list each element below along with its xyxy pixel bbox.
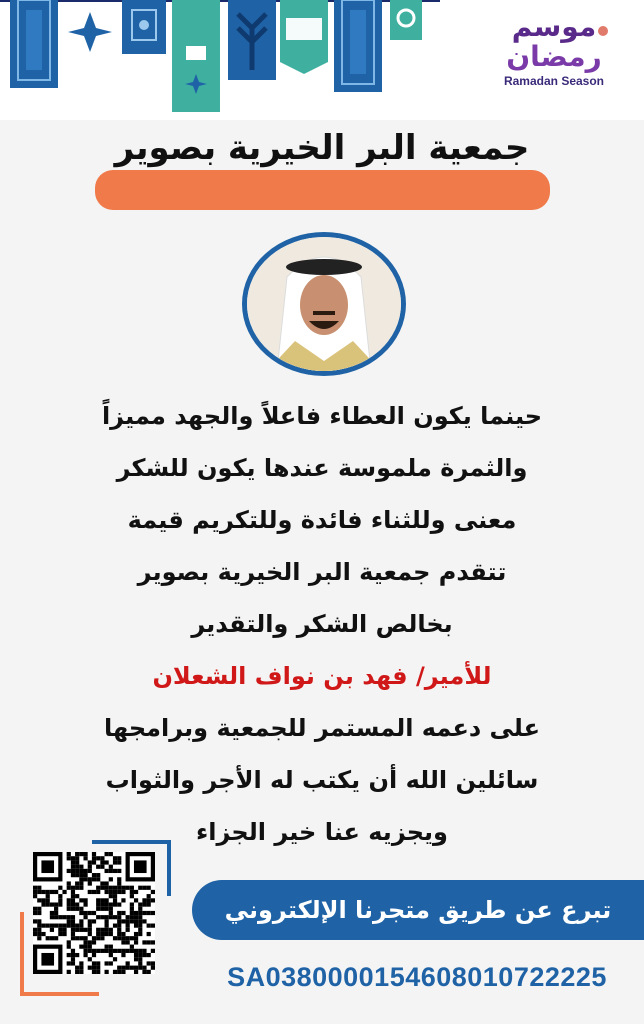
message-line: معنى وللثناء فائدة وللتكريم قيمة (127, 506, 517, 534)
iban-number: SA0380000154608010722225 (227, 962, 607, 992)
message-line: حينما يكون العطاء فاعلاً والجهد مميزاً (101, 402, 543, 430)
message-line: على دعمه المستمر للجمعية وبرامجها (103, 714, 540, 742)
ramadan-season-logo (494, 12, 614, 104)
message-body (60, 390, 584, 858)
qr-code-icon (33, 852, 155, 974)
message-line: بخالص الشكر والتقدير (191, 610, 453, 638)
ramadan-lanterns-decoration (0, 0, 440, 120)
title-underline-bar (95, 170, 550, 210)
qr-code[interactable] (33, 852, 155, 974)
logo-english: Ramadan Season (503, 74, 605, 88)
logo-arabic-line1: موسم (511, 10, 597, 43)
crescent-icon (598, 26, 608, 36)
page-title: جمعية البر الخيرية بصوير (114, 128, 530, 168)
logo-arabic-line2: رمضان (506, 40, 602, 73)
message-line: والثمرة ملموسة عندها يكون للشكر (116, 454, 528, 482)
logo-arabic (494, 12, 614, 72)
person-portrait-icon (247, 237, 401, 371)
message-line: تتقدم جمعية البر الخيرية بصوير (137, 558, 507, 586)
header-banner (0, 0, 644, 120)
message-line: سائلين الله أن يكتب له الأجر والثواب (105, 766, 539, 794)
message-line: ويجزيه عنا خير الجزاء (196, 818, 448, 846)
honoree-name-line: للأمير/ فهد بن نواف الشعلان (152, 662, 492, 690)
donate-online-store-button[interactable]: تبرع عن طريق متجرنا الإلكتروني (192, 880, 644, 940)
portrait-photo (242, 232, 406, 376)
